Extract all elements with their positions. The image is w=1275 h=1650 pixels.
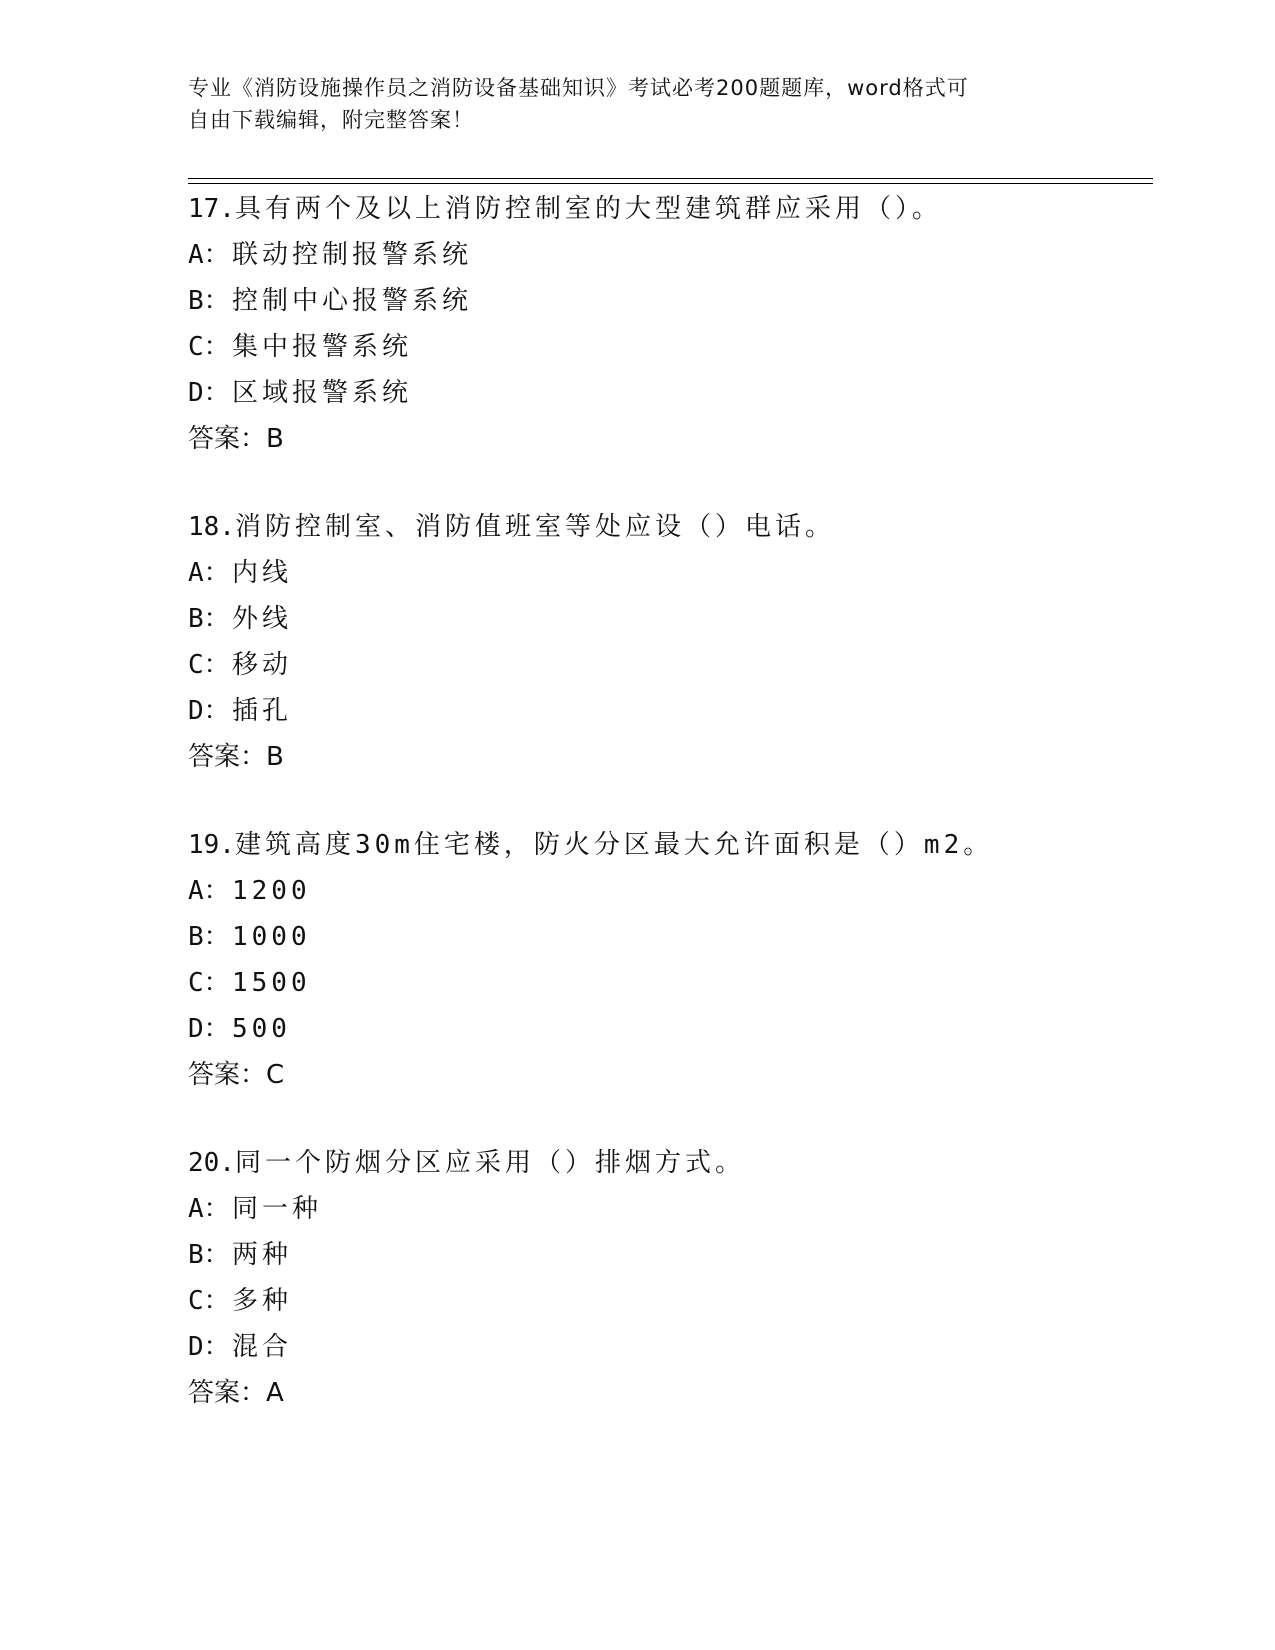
option-c [188,1278,1148,1324]
option-letter: B： [188,286,230,316]
question-text: 建筑高度30m住宅楼，防火分区最大允许面积是（）m2。 [234,830,994,860]
option-b [188,1232,1148,1278]
option-letter: A： [188,876,230,906]
header-line-2: 自由下载编辑，附完整答案！ [188,108,474,132]
option-c [188,324,1148,370]
option-text: 混合 [232,1332,293,1362]
option-letter: B： [188,1240,230,1270]
option-letter: A： [188,1194,230,1224]
question-text: 同一个防烟分区应采用（）排烟方式。 [234,1148,745,1178]
question-text: 具有两个及以上消防控制室的大型建筑群应采用（）。 [234,194,942,224]
option-letter: D： [188,1332,230,1362]
option-a [188,868,1148,914]
question-20 [188,1140,1148,1416]
question-stem [188,1140,1148,1186]
header-divider-top [188,178,1153,179]
option-text: 集中报警系统 [232,332,413,362]
option-text: 内线 [232,558,293,588]
option-text: 控制中心报警系统 [232,286,473,316]
answer-line: 答案：A [188,1378,284,1408]
question-number: 18. [188,512,235,542]
header-line-1: 专业《消防设施操作员之消防设备基础知识》考试必考200题题库，word格式可 [188,76,969,100]
option-b [188,596,1148,642]
option-letter: A： [188,240,230,270]
question-stem [188,504,1148,550]
question-text: 消防控制室、消防值班室等处应设（）电话。 [234,512,835,542]
question-18 [188,504,1148,780]
option-letter: C： [188,1286,230,1316]
option-b [188,914,1148,960]
option-letter: C： [188,650,230,680]
option-c [188,960,1148,1006]
option-d [188,370,1148,416]
question-17 [188,186,1148,462]
option-a [188,232,1148,278]
option-text: 插孔 [232,696,293,726]
question-stem [188,186,1148,232]
option-text: 外线 [232,604,293,634]
question-number: 17. [188,194,235,224]
header-divider-bottom [188,183,1153,184]
answer-line: 答案：B [188,742,284,772]
option-letter: D： [188,378,230,408]
option-letter: C： [188,968,230,998]
option-a [188,550,1148,596]
option-d [188,1006,1148,1052]
option-a [188,1186,1148,1232]
option-text: 两种 [232,1240,293,1270]
option-text: 1500 [232,968,311,998]
option-letter: D： [188,696,230,726]
document-header [188,72,1088,136]
option-letter: D： [188,1014,230,1044]
option-text: 联动控制报警系统 [232,240,473,270]
option-text: 移动 [232,650,293,680]
option-c [188,642,1148,688]
option-text: 1000 [232,922,311,952]
option-text: 500 [232,1014,291,1044]
option-d [188,1324,1148,1370]
answer-line: 答案：B [188,424,284,454]
option-letter: B： [188,604,230,634]
option-text: 1200 [232,876,311,906]
option-letter: B： [188,922,230,952]
option-d [188,688,1148,734]
option-text: 多种 [232,1286,293,1316]
option-letter: A： [188,558,230,588]
question-19 [188,822,1148,1098]
option-text: 同一种 [232,1194,323,1224]
question-number: 20. [188,1148,235,1178]
option-letter: C： [188,332,230,362]
answer-line: 答案：C [188,1060,285,1090]
question-stem [188,822,1148,868]
option-b [188,278,1148,324]
option-text: 区域报警系统 [232,378,413,408]
question-number: 19. [188,830,235,860]
